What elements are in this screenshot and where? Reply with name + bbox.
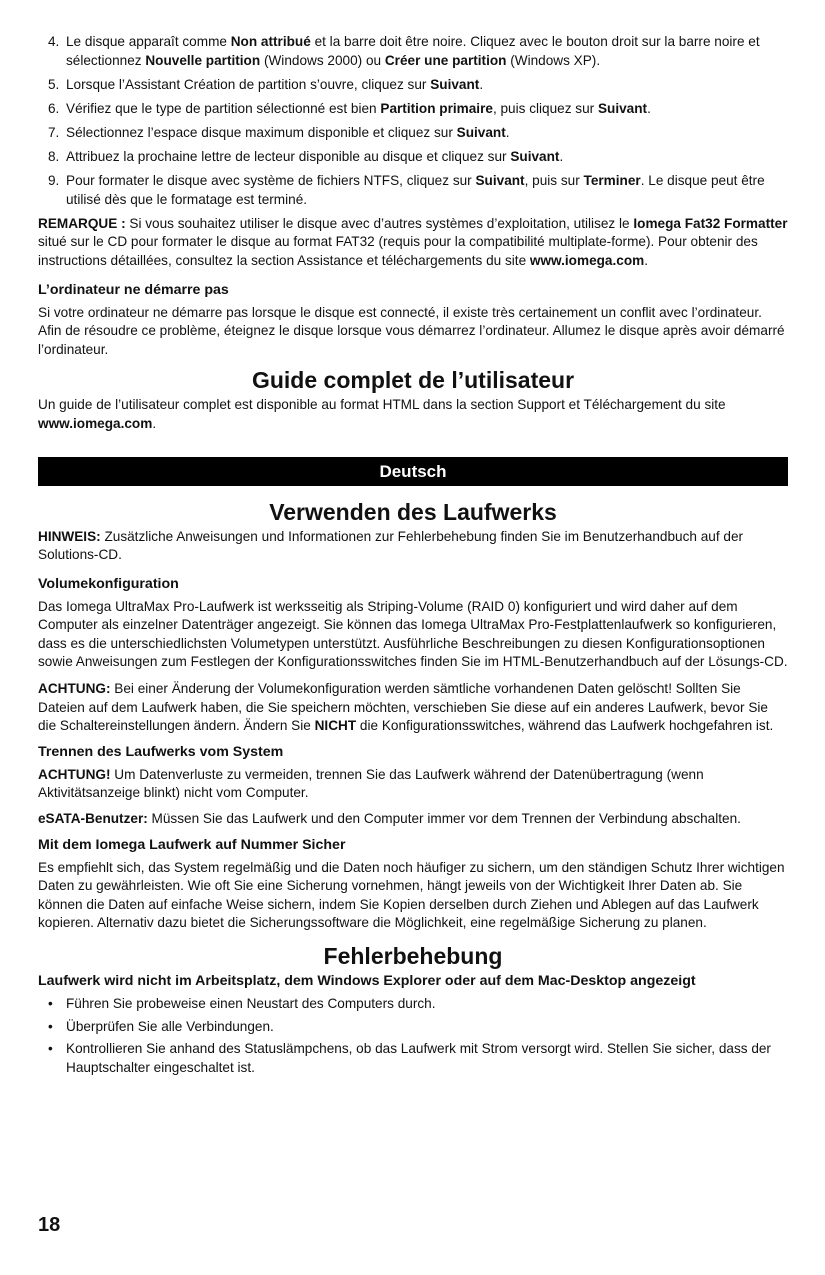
list-item: 7. Sélectionnez l’espace disque maximum disponible et cliquez sur Suivant. xyxy=(48,124,510,140)
list-item: 6. Vérifiez que le type de partition sélectionné est bien Partition primaire, puis cliquez sur Suivant. xyxy=(48,100,651,116)
list-item: • Überprüfen Sie alle Verbindungen. xyxy=(48,1018,274,1034)
user-guide-text: Un guide de l’utilisateur complet est disponible au format HTML dans la section Support et Téléchargement du site www.iomega.com. xyxy=(38,397,726,431)
backup-text: Es empfiehlt sich, das System regelmäßig und die Daten noch häufiger zu sichern, um den ständigen Schutz Ihrer wichtigen Daten zu gewährleisten. Wie oft Sie eine Sicherung vornehmen, hängt jeweils von der Wichtigkeit Ihrer Daten ab. Sie können die Daten auf einfache Weise sichern, indem Sie Kopien derselben durch Ziehen und Ablegen auf das Laufwerk kopieren. Alternativ dazu bietet die Sicherungssoftware die Möglichkeit, eine regelmäßige Sicherung zu planen. xyxy=(38,859,785,931)
german-section-title: Verwenden des Laufwerks xyxy=(269,498,557,525)
boot-problem-text: Si votre ordinateur ne démarre pas lorsque le disque est connecté, il existe très certainement un conflit avec l’ordinateur. Afin de résoudre ce problème, éteignez le disque lorsque vous démarrez l’ordinateur. Allumez le disque après avoir démarré l’ordinateur. xyxy=(38,304,785,357)
troubleshooting-title: Fehlerbehebung xyxy=(323,943,503,969)
volume-config-heading: Volumekonfiguration xyxy=(38,575,179,592)
manual-page xyxy=(38,33,788,1081)
list-item: • Führen Sie probeweise einen Neustart des Computers durch. xyxy=(48,996,436,1011)
drive-not-shown-heading: Laufwerk wird nicht im Arbeitsplatz, dem Windows Explorer oder auf dem Mac-Desktop angezeigt xyxy=(38,973,696,989)
disconnect-heading: Trennen des Laufwerks vom System xyxy=(38,743,284,760)
list-item: 5. Lorsque l’Assistant Création de partition s’ouvre, cliquez sur Suivant. xyxy=(48,76,484,92)
page-number: 18 xyxy=(38,1214,61,1236)
hinweis-paragraph: HINWEIS: Zusätzliche Anweisungen und Informationen zur Fehlerbehebung finden Sie im Benutzerhandbuch auf der Solutions-CD. xyxy=(38,528,744,563)
list-item: 8. Attribuez la prochaine lettre de lecteur disponible au disque et cliquez sur Suivant. xyxy=(48,148,564,164)
user-guide-heading: Guide complet de l’utilisateur xyxy=(251,367,575,394)
partition-steps-list xyxy=(38,33,788,209)
backup-heading: Mit dem Iomega Laufwerk auf Nummer Sicher xyxy=(38,836,346,853)
language-section-bar: Deutsch xyxy=(38,457,788,486)
remark-paragraph: REMARQUE : Si vous souhaitez utiliser le disque avec d’autres systèmes d’exploitation, utilisez le Iomega Fat32 Formatter situé sur le CD pour formater le disque au format FAT32 (requis pour la compatibilité multiplate-forme). Pour obtenir des instructions détaillées, consultez la section Assistance et téléchargements du site www.iomega.com. xyxy=(38,215,788,268)
list-item: 4. Le disque apparaît comme Non attribué et la barre doit être noire. Cliquez avec le bouton droit sur la barre noire et sélectionnez Nouvelle partition (Windows 2000) ou Créer une partition (Windows XP). xyxy=(48,34,760,68)
achtung-paragraph: ACHTUNG: Bei einer Änderung der Volumekonfiguration werden sämtliche vorhandenen Daten gelöscht! Sollten Sie Dateien auf dem Laufwerk haben, die Sie speichern möchten, verschieben Sie diese auf ein anderes Laufwerk, bevor Sie die Schaltereinstellungen ändern. Ändern Sie NICHT die Konfigurationsswitches, während das Laufwerk hochgefahren ist. xyxy=(38,681,774,734)
list-item: 9. Pour formater le disque avec système de fichiers NTFS, cliquez sur Suivant, puis sur Terminer. Le disque peut être utilisé dès que le formatage est terminé. xyxy=(48,173,765,207)
list-item: • Kontrollieren Sie anhand des Statuslämpchens, ob das Laufwerk mit Strom versorgt wird. Stellen Sie sicher, dass der Hauptschalter eingeschaltet ist. xyxy=(48,1041,771,1075)
esata-paragraph: eSATA-Benutzer: Müssen Sie das Laufwerk und den Computer immer vor dem Trennen der Verbindung abschalten. xyxy=(38,811,741,827)
achtung-disconnect-paragraph: ACHTUNG! Um Datenverluste zu vermeiden, trennen Sie das Laufwerk während der Datenübertragung (wenn Aktivitätsanzeige blinkt) nicht vom Computer. xyxy=(38,766,704,801)
volume-config-text: Das Iomega UltraMax Pro-Laufwerk ist werksseitig als Striping-Volume (RAID 0) konfiguriert und wird daher auf dem Computer als einzelner Datenträger angezeigt. Sie können das Iomega UltraMax Pro-Festplattenlaufwerk so konfigurieren, dass es die unterschiedlichsten Volumetypen unterstützt. Ausführliche Beschreibungen zu diesen Konfigurationsoptionen sowie Anweisungen zum Festlegen der Konfigurationsswitches finden Sie im HTML-Benutzerhandbuch auf der Lösungs-CD. xyxy=(38,598,788,670)
boot-problem-heading: L’ordinateur ne démarre pas xyxy=(38,281,229,298)
troubleshooting-list xyxy=(38,995,788,1077)
